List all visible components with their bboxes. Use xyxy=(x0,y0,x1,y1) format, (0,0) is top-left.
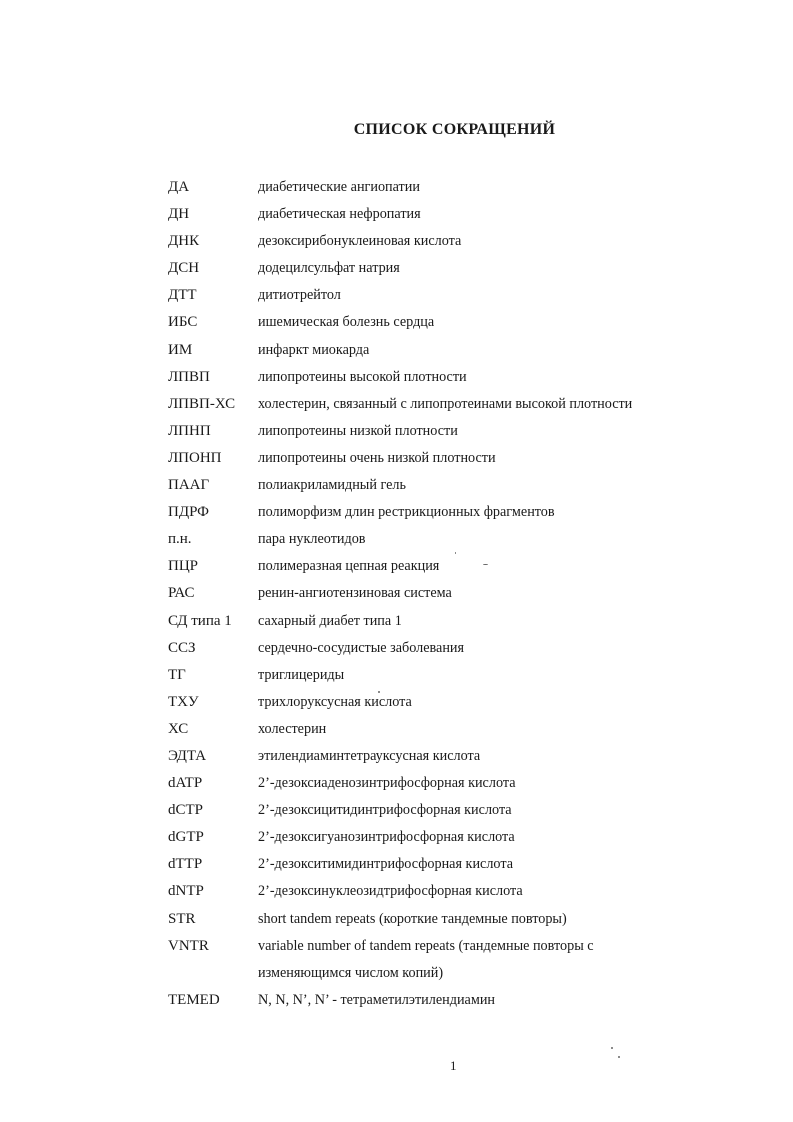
abbreviation-row xyxy=(168,580,728,607)
abbreviation-row xyxy=(168,689,728,716)
abbreviation-list xyxy=(168,174,728,1014)
abbreviation-definition: 2’-дезоксигуанозинтрифосфорная кислота xyxy=(258,829,515,846)
abbreviation-row xyxy=(168,174,728,201)
abbreviation-definition: 2’-дезоксинуклеозидтрифосфорная кислота xyxy=(258,883,523,900)
abbreviation-definition: холестерин, связанный с липопротеинами высокой плотности xyxy=(258,395,633,412)
abbreviation-definition: short tandem repeats (короткие тандемные повторы) xyxy=(258,910,567,927)
abbreviation-term: dNTP xyxy=(168,883,204,900)
abbreviation-definition: этилендиаминтетрауксусная кислота xyxy=(258,747,481,764)
abbreviation-term: ПДРФ xyxy=(168,504,210,521)
abbreviation-row xyxy=(168,716,728,743)
abbreviation-row xyxy=(168,282,728,309)
abbreviation-definition: 2’-дезоксицитидинтрифосфорная кислота xyxy=(258,802,512,819)
scan-speck xyxy=(611,1047,613,1049)
abbreviation-definition: холестерин xyxy=(258,720,327,737)
abbreviation-row xyxy=(168,553,728,580)
abbreviation-row xyxy=(168,797,728,824)
abbreviation-definition: сердечно-сосудистые заболевания xyxy=(258,639,465,656)
abbreviation-definition: липопротеины очень низкой плотности xyxy=(258,449,496,466)
page-number: 1 xyxy=(450,1058,457,1073)
abbreviation-term: ИМ xyxy=(168,341,193,358)
abbreviation-term: ДТТ xyxy=(168,287,197,304)
abbreviation-definition: липопротеины высокой плотности xyxy=(258,368,467,385)
abbreviation-definition: липопротеины низкой плотности xyxy=(258,422,458,439)
abbreviation-term: ЭДТА xyxy=(168,747,207,764)
abbreviation-term: VNTR xyxy=(168,937,209,954)
abbreviation-term: ПААГ xyxy=(168,477,210,494)
abbreviation-row xyxy=(168,743,728,770)
abbreviation-term: STR xyxy=(168,910,196,927)
abbreviation-term: dCTP xyxy=(168,802,204,819)
abbreviation-term: ТГ xyxy=(168,666,186,683)
abbreviation-definition: дезоксирибонуклеиновая кислота xyxy=(258,233,462,250)
abbreviation-term: ПЦР xyxy=(168,558,199,575)
abbreviation-term: ССЗ xyxy=(168,639,196,656)
abbreviation-term: п.н. xyxy=(168,531,192,548)
abbreviation-row xyxy=(168,635,728,662)
abbreviation-row xyxy=(168,608,728,635)
abbreviation-row xyxy=(168,906,728,933)
scan-speck xyxy=(483,564,488,565)
abbreviation-definition: дитиотрейтол xyxy=(258,287,341,304)
abbreviation-term: ЛПВП-ХС xyxy=(168,395,236,412)
abbreviation-term: ДН xyxy=(168,206,190,223)
abbreviation-term: ЛПВП xyxy=(168,368,210,385)
abbreviation-term: TEMED xyxy=(168,991,220,1008)
abbreviation-row xyxy=(168,526,728,553)
abbreviation-term: СД типа 1 xyxy=(168,612,232,629)
abbreviation-row xyxy=(168,364,728,391)
abbreviation-definition: пара нуклеотидов xyxy=(258,531,366,548)
abbreviation-term: ХС xyxy=(168,720,189,737)
abbreviation-row xyxy=(168,851,728,878)
scan-speck xyxy=(455,552,456,554)
abbreviation-term: ДНК xyxy=(168,233,200,250)
abbreviation-definition: додецилсульфат натрия xyxy=(258,260,400,277)
abbreviation-term: ДСН xyxy=(168,260,200,277)
abbreviation-definition: диабетические ангиопатии xyxy=(258,179,420,195)
abbreviation-row xyxy=(168,878,728,905)
abbreviation-term: ИБС xyxy=(168,314,198,331)
abbreviation-row xyxy=(168,445,728,472)
abbreviation-definition: variable number of tandem repeats (тандемные повторы с изменяющимся числом копий) xyxy=(258,937,594,981)
abbreviation-row xyxy=(168,662,728,689)
page-title: СПИСОК СОКРАЩЕНИЙ xyxy=(353,121,556,138)
abbreviation-term: dATP xyxy=(168,775,203,792)
abbreviation-row xyxy=(168,499,728,526)
abbreviation-row xyxy=(168,824,728,851)
abbreviation-term: ЛПНП xyxy=(168,422,211,439)
abbreviation-definition: ренин-ангиотензиновая система xyxy=(258,585,452,602)
abbreviation-term: ЛПОНП xyxy=(168,449,222,466)
abbreviation-term: РАС xyxy=(168,585,195,602)
abbreviation-row xyxy=(168,391,728,418)
abbreviation-definition: триглицериды xyxy=(258,666,345,683)
abbreviation-term: ДА xyxy=(168,179,190,195)
abbreviation-definition: диабетическая нефропатия xyxy=(258,206,421,223)
abbreviation-definition: N, N, N’, N’ - тетраметилэтилендиамин xyxy=(258,991,496,1008)
abbreviation-row xyxy=(168,987,728,1014)
abbreviation-row xyxy=(168,309,728,336)
abbreviation-term: dGTP xyxy=(168,829,204,846)
abbreviation-definition: сахарный диабет типа 1 xyxy=(258,612,402,629)
abbreviation-row xyxy=(168,418,728,445)
abbreviation-definition: полиморфизм длин рестрикционных фрагментов xyxy=(258,504,555,521)
abbreviation-definition: полимеразная цепная реакция xyxy=(258,558,440,575)
abbreviation-definition: трихлоруксусная кислота xyxy=(258,693,412,710)
abbreviation-row xyxy=(168,228,728,255)
abbreviation-row xyxy=(168,770,728,797)
abbreviation-row xyxy=(168,255,728,282)
abbreviation-row xyxy=(168,337,728,364)
abbreviation-definition: 2’-дезокситимидинтрифосфорная кислота xyxy=(258,856,513,873)
abbreviation-definition: 2’-дезоксиаденозинтрифосфорная кислота xyxy=(258,775,516,792)
abbreviation-term: ТХУ xyxy=(168,693,199,710)
abbreviation-row xyxy=(168,933,728,987)
abbreviation-definition: полиакриламидный гель xyxy=(258,477,406,494)
abbreviation-term: dTTP xyxy=(168,856,203,873)
scan-speck xyxy=(378,691,380,693)
scan-speck xyxy=(618,1056,620,1058)
abbreviation-row xyxy=(168,201,728,228)
abbreviation-definition: инфаркт миокарда xyxy=(258,341,370,358)
abbreviation-row xyxy=(168,472,728,499)
abbreviation-definition: ишемическая болезнь сердца xyxy=(258,314,435,331)
